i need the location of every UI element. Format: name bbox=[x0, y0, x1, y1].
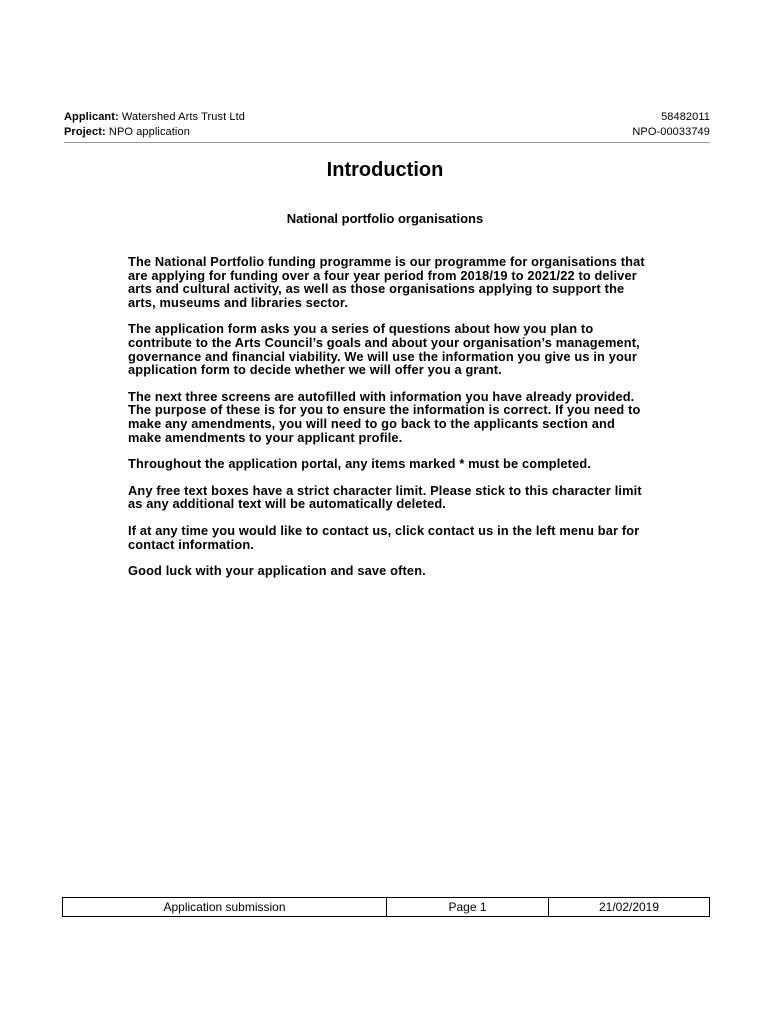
introduction-body bbox=[128, 255, 648, 591]
applicant-info bbox=[64, 110, 245, 125]
applicant-label: Applicant: bbox=[64, 111, 119, 123]
footer-section: Application submission bbox=[163, 900, 286, 914]
page-title: Introduction bbox=[326, 159, 444, 181]
page-footer bbox=[62, 897, 710, 917]
paragraph-character-limit: Any free text boxes have a strict character limit. Please stick to this character limit as any additional text will be automatically deleted. bbox=[128, 482, 642, 512]
paragraph-application-form: The application form asks you a series of questions about how you plan to contribute to the Arts Council’s goals and about your organisation’s management, governance and financial viability. We will use the information you give us in your application form to decide whether we will offer you a grant. bbox=[128, 321, 640, 378]
footer-date: 21/02/2019 bbox=[548, 898, 709, 916]
paragraph-programme: The National Portfolio funding programme is our programme for organisations that are applying for funding over a four year period from 2018/19 to 2021/22 to deliver arts and cultural activity, as well as those organisations applying to support the arts, museums and libraries sector. bbox=[128, 254, 645, 310]
applicant-name: Watershed Arts Trust Ltd bbox=[118, 111, 245, 123]
paragraph-contact: If at any time you would like to contact us, click contact us in the left menu bar for contact information. bbox=[128, 522, 640, 552]
header-row-project bbox=[64, 125, 710, 140]
document-header bbox=[64, 110, 710, 143]
page-subtitle: National portfolio organisations bbox=[286, 211, 484, 226]
paragraph-autofilled-screens: The next three screens are autofilled with information you have already provided. The purpose of these is for you to ensure the information is correct. If you need to make any amendments, you will need to go back to the applicants section and make amendments to your applicant profile. bbox=[128, 388, 641, 445]
paragraph-required-items: Throughout the application portal, any items marked * must be completed. bbox=[128, 456, 592, 472]
project-info bbox=[64, 125, 190, 140]
footer-page-number: Page 1 bbox=[386, 898, 548, 916]
paragraph-good-luck: Good luck with your application and save often. bbox=[128, 563, 426, 579]
header-row-applicant bbox=[64, 110, 710, 125]
project-label: Project: bbox=[64, 126, 106, 138]
project-name: NPO application bbox=[105, 126, 190, 138]
reference-number: 58482011 bbox=[661, 111, 710, 123]
application-id: NPO-00033749 bbox=[632, 126, 710, 138]
